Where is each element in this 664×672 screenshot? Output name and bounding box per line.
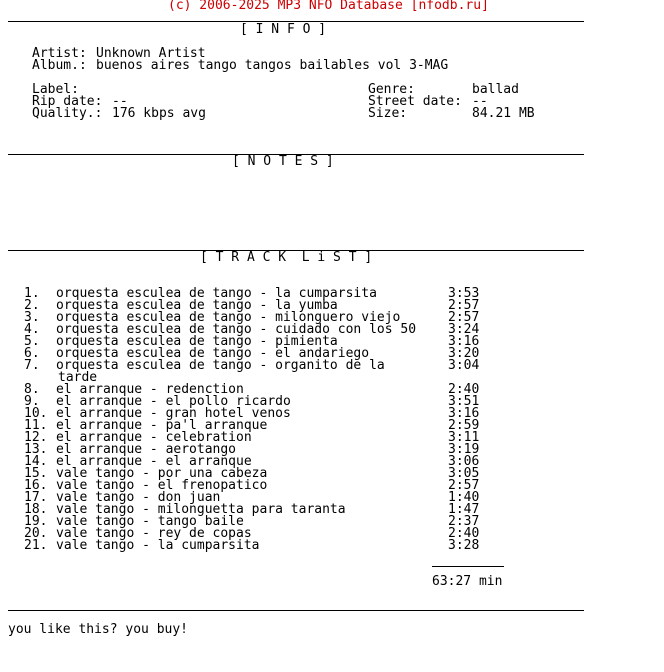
artist-label: Artist: bbox=[32, 46, 87, 61]
track-number: 4. bbox=[24, 322, 40, 337]
track-title: orquesta esculea de tango - cuidado con los 50 bbox=[56, 322, 417, 337]
total-time: 63:27 min bbox=[432, 574, 503, 589]
track-number: 6. bbox=[24, 346, 40, 361]
street-date-label: Street date: bbox=[368, 94, 462, 109]
track-duration: 2:40 bbox=[448, 382, 480, 397]
track-duration: 3:51 bbox=[448, 394, 480, 409]
track-number: 18. bbox=[24, 502, 48, 517]
track-duration: 3:04 bbox=[448, 358, 480, 373]
track-title: el arranque - redenction bbox=[56, 382, 244, 397]
track-number: 9. bbox=[24, 394, 40, 409]
track-title: vale tango - rey de copas bbox=[56, 526, 252, 541]
track-duration: 3:05 bbox=[448, 466, 480, 481]
track-title: el arranque - celebration bbox=[56, 430, 252, 445]
track-title: orquesta esculea de tango - la cumparsita bbox=[56, 286, 377, 301]
track-duration: 3:16 bbox=[448, 334, 480, 349]
track-title: orquesta esculea de tango - milonguero viejo bbox=[56, 310, 401, 325]
track-title: orquesta esculea de tango - pimienta bbox=[56, 334, 338, 349]
track-number: 2. bbox=[24, 298, 40, 313]
size-value: 84.21 MB bbox=[472, 106, 535, 121]
track-duration: 2:59 bbox=[448, 418, 480, 433]
track-number: 13. bbox=[24, 442, 48, 457]
divider-bottom bbox=[8, 610, 584, 611]
notes-section-title: [ N O T E S ] bbox=[232, 154, 334, 169]
info-section-title: [ I N F O ] bbox=[240, 22, 327, 37]
track-number: 10. bbox=[24, 406, 48, 421]
track-title: vale tango - por una cabeza bbox=[56, 466, 268, 481]
track-duration: 3:06 bbox=[448, 454, 480, 469]
track-duration: 3:19 bbox=[448, 442, 480, 457]
track-number: 20. bbox=[24, 526, 48, 541]
track-duration: 1:40 bbox=[448, 490, 480, 505]
tracklist-section-title: [ T R A C K L i S T ] bbox=[200, 250, 373, 265]
track-duration: 3:11 bbox=[448, 430, 480, 445]
track-title: orquesta esculea de tango - organito de la bbox=[56, 358, 385, 373]
track-duration: 2:40 bbox=[448, 526, 480, 541]
genre-label: Genre: bbox=[368, 82, 415, 97]
copyright-header: (c) 2006-2025 MP3 NFO Database [nfodb.ru] bbox=[168, 0, 489, 13]
track-title: el arranque - el pollo ricardo bbox=[56, 394, 291, 409]
track-title: el arranque - gran hotel venos bbox=[56, 406, 291, 421]
track-duration: 3:16 bbox=[448, 406, 480, 421]
rip-date-value: -- bbox=[112, 94, 128, 109]
track-duration: 3:28 bbox=[448, 538, 480, 553]
rip-date-label: Rip date: bbox=[32, 94, 103, 109]
track-number: 7. bbox=[24, 358, 40, 373]
track-number: 8. bbox=[24, 382, 40, 397]
track-title: vale tango - la cumparsita bbox=[56, 538, 260, 553]
quality-value: 176 kbps avg bbox=[112, 106, 206, 121]
track-duration: 3:24 bbox=[448, 322, 480, 337]
footer-text: you like this? you buy! bbox=[8, 622, 189, 637]
track-number: 14. bbox=[24, 454, 48, 469]
track-duration: 2:57 bbox=[448, 478, 480, 493]
track-number: 17. bbox=[24, 490, 48, 505]
track-number: 12. bbox=[24, 430, 48, 445]
track-number: 21. bbox=[24, 538, 48, 553]
size-label: Size: bbox=[368, 106, 408, 121]
track-title: el arranque - el arranque bbox=[56, 454, 252, 469]
track-number: 11. bbox=[24, 418, 48, 433]
track-duration: 2:57 bbox=[448, 310, 480, 325]
track-title: orquesta esculea de tango - la yumba bbox=[56, 298, 338, 313]
track-number: 19. bbox=[24, 514, 48, 529]
track-duration: 2:37 bbox=[448, 514, 480, 529]
track-title: vale tango - milonguetta para taranta bbox=[56, 502, 346, 517]
track-duration: 1:47 bbox=[448, 502, 480, 517]
track-title: el arranque - pa'l arranque bbox=[56, 418, 268, 433]
total-rule bbox=[432, 566, 504, 567]
track-duration: 3:20 bbox=[448, 346, 480, 361]
track-title: vale tango - don juan bbox=[56, 490, 221, 505]
track-number: 16. bbox=[24, 478, 48, 493]
track-title: vale tango - tango baile bbox=[56, 514, 244, 529]
artist-value: Unknown Artist bbox=[96, 46, 206, 61]
label-label: Label: bbox=[32, 82, 79, 97]
street-date-value: -- bbox=[472, 94, 488, 109]
track-title-continued: tarde bbox=[58, 370, 98, 385]
track-duration: 3:53 bbox=[448, 286, 480, 301]
track-number: 1. bbox=[24, 286, 40, 301]
track-duration: 2:57 bbox=[448, 298, 480, 313]
track-number: 5. bbox=[24, 334, 40, 349]
genre-value: ballad bbox=[472, 82, 519, 97]
album-label: Album.: bbox=[32, 58, 87, 73]
track-number: 3. bbox=[24, 310, 40, 325]
track-title: orquesta esculea de tango - el andariego bbox=[56, 346, 370, 361]
track-number: 15. bbox=[24, 466, 48, 481]
track-title: vale tango - el frenopatico bbox=[56, 478, 268, 493]
album-value: buenos aires tango tangos bailables vol 3-MAG bbox=[96, 58, 449, 73]
quality-label: Quality.: bbox=[32, 106, 103, 121]
track-title: el arranque - aerotango bbox=[56, 442, 237, 457]
